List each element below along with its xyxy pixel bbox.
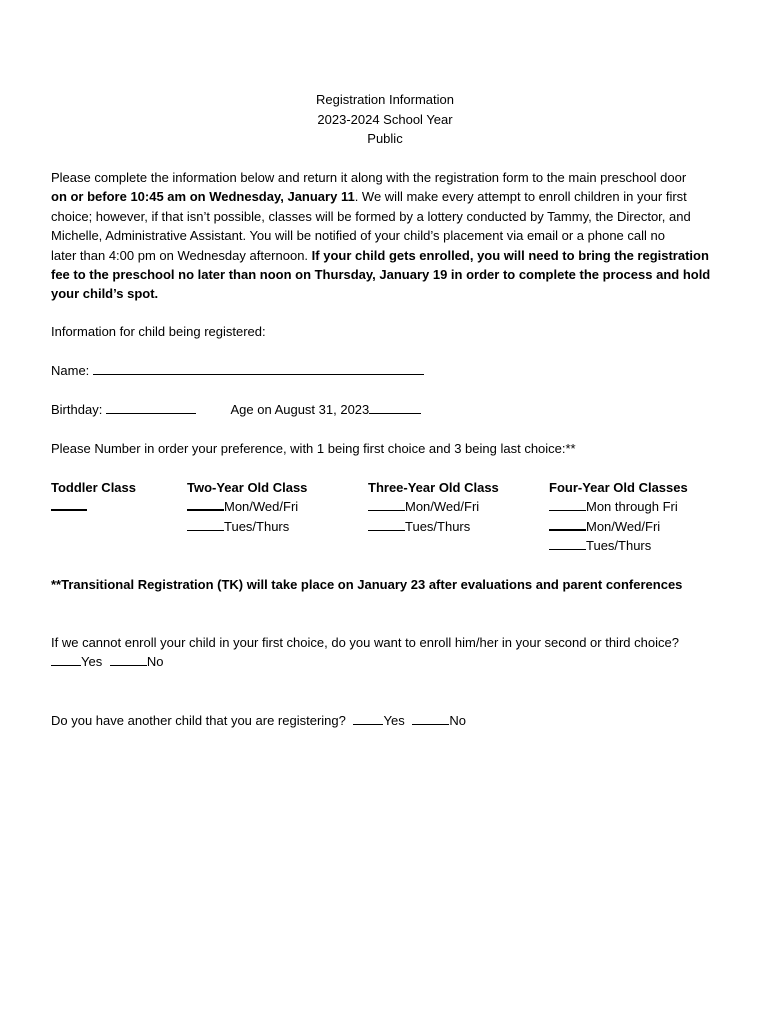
tk-note: **Transitional Registration (TK) will take place on January 23 after evaluations and parent conferences xyxy=(51,577,683,592)
second-choice-no-field[interactable] xyxy=(110,653,147,666)
another-child-yes-label: Yes xyxy=(383,713,405,728)
birthday-row xyxy=(51,400,751,419)
second-choice-yes-field[interactable] xyxy=(51,653,81,666)
three-year-class-column xyxy=(368,478,499,536)
three-year-tt-label: Tues/Thurs xyxy=(405,518,471,534)
two-year-mwf-field[interactable] xyxy=(187,497,224,511)
four-year-class-title: Four-Year Old Classes xyxy=(549,480,688,495)
intro-line-4: Michelle, Administrative Assistant. You will be notified of your child’s placement via email or a phone call no xyxy=(51,228,665,244)
fee-notice-bold: If your child gets enrolled, you will need to bring the registration xyxy=(311,247,709,263)
question-second-choice: If we cannot enroll your child in your first choice, do you want to enroll him/her in your second or third choice? xyxy=(51,635,679,650)
three-year-tt-field[interactable] xyxy=(368,518,405,531)
second-choice-no-label: No xyxy=(146,654,164,669)
form-header xyxy=(0,90,770,149)
three-year-class-title: Three-Year Old Class xyxy=(368,480,499,495)
two-year-class-title: Two-Year Old Class xyxy=(187,480,308,495)
sibling-question-row xyxy=(51,711,751,730)
two-year-tt-label: Tues/Thurs xyxy=(224,518,290,534)
four-year-tt-field[interactable] xyxy=(549,537,586,550)
four-year-tt-label: Tues/Thurs xyxy=(586,538,652,554)
second-choice-yes-label: Yes xyxy=(81,654,103,669)
another-child-yes-field[interactable] xyxy=(353,712,383,725)
three-year-mwf-field[interactable] xyxy=(368,498,405,511)
second-choice-answer-row xyxy=(51,652,751,671)
another-child-no-field[interactable] xyxy=(412,712,449,725)
toddler-choice-field[interactable] xyxy=(51,497,87,511)
deadline-text: on or before 10:45 am on Wednesday, January 11 xyxy=(51,189,355,205)
two-year-mwf-label: Mon/Wed/Fri xyxy=(224,499,299,515)
intro-line-3: choice; however, if that isn’t possible, classes will be formed by a lottery conducted by Tammy, the Director, and xyxy=(51,208,691,224)
toddler-class-column xyxy=(51,478,136,517)
intro-line-6: fee to the preschool no later than noon on Thursday, January 19 in order to complete the process and hold xyxy=(51,266,711,282)
question-another-child: Do you have another child that you are registering? xyxy=(51,713,346,728)
age-label: Age on August 31, 2023 xyxy=(230,402,370,417)
name-row xyxy=(51,361,751,380)
intro-line-5: later than 4:00 pm on Wednesday afternoon. If your child gets enrolled, you will need to bring the registration xyxy=(51,247,709,263)
child-info-heading: Information for child being registered: xyxy=(51,324,266,339)
three-year-mwf-label: Mon/Wed/Fri xyxy=(405,499,480,515)
name-field[interactable] xyxy=(93,362,424,375)
form-title: Registration Information xyxy=(315,92,454,107)
intro-line-7: your child’s spot. xyxy=(51,286,159,302)
another-child-no-label: No xyxy=(449,713,466,728)
school-year: 2023-2024 School Year xyxy=(317,111,453,127)
birthday-field[interactable] xyxy=(106,401,196,414)
toddler-class-title: Toddler Class xyxy=(51,480,137,495)
preference-instruction: Please Number in order your preference, with 1 being first choice and 3 being last choice:** xyxy=(51,441,576,456)
name-label: Name: xyxy=(51,363,90,378)
four-year-mwf-field[interactable] xyxy=(549,517,586,531)
intro-line-2: on or before 10:45 am on Wednesday, January 11. We will make every attempt to enroll children in your first xyxy=(51,189,687,205)
intro-paragraph xyxy=(51,168,751,304)
school-type: Public xyxy=(367,131,403,146)
four-year-class-column xyxy=(549,478,688,556)
two-year-class-column xyxy=(187,478,307,536)
four-year-mf-field[interactable] xyxy=(549,498,586,511)
birthday-label: Birthday: xyxy=(51,402,103,417)
age-field[interactable] xyxy=(369,401,421,414)
intro-line-1: Please complete the information below and return it along with the registration form to the main preschool door xyxy=(51,170,687,185)
four-year-mf-label: Mon through Fri xyxy=(586,499,678,515)
two-year-tt-field[interactable] xyxy=(187,518,224,531)
four-year-mwf-label: Mon/Wed/Fri xyxy=(586,518,661,534)
